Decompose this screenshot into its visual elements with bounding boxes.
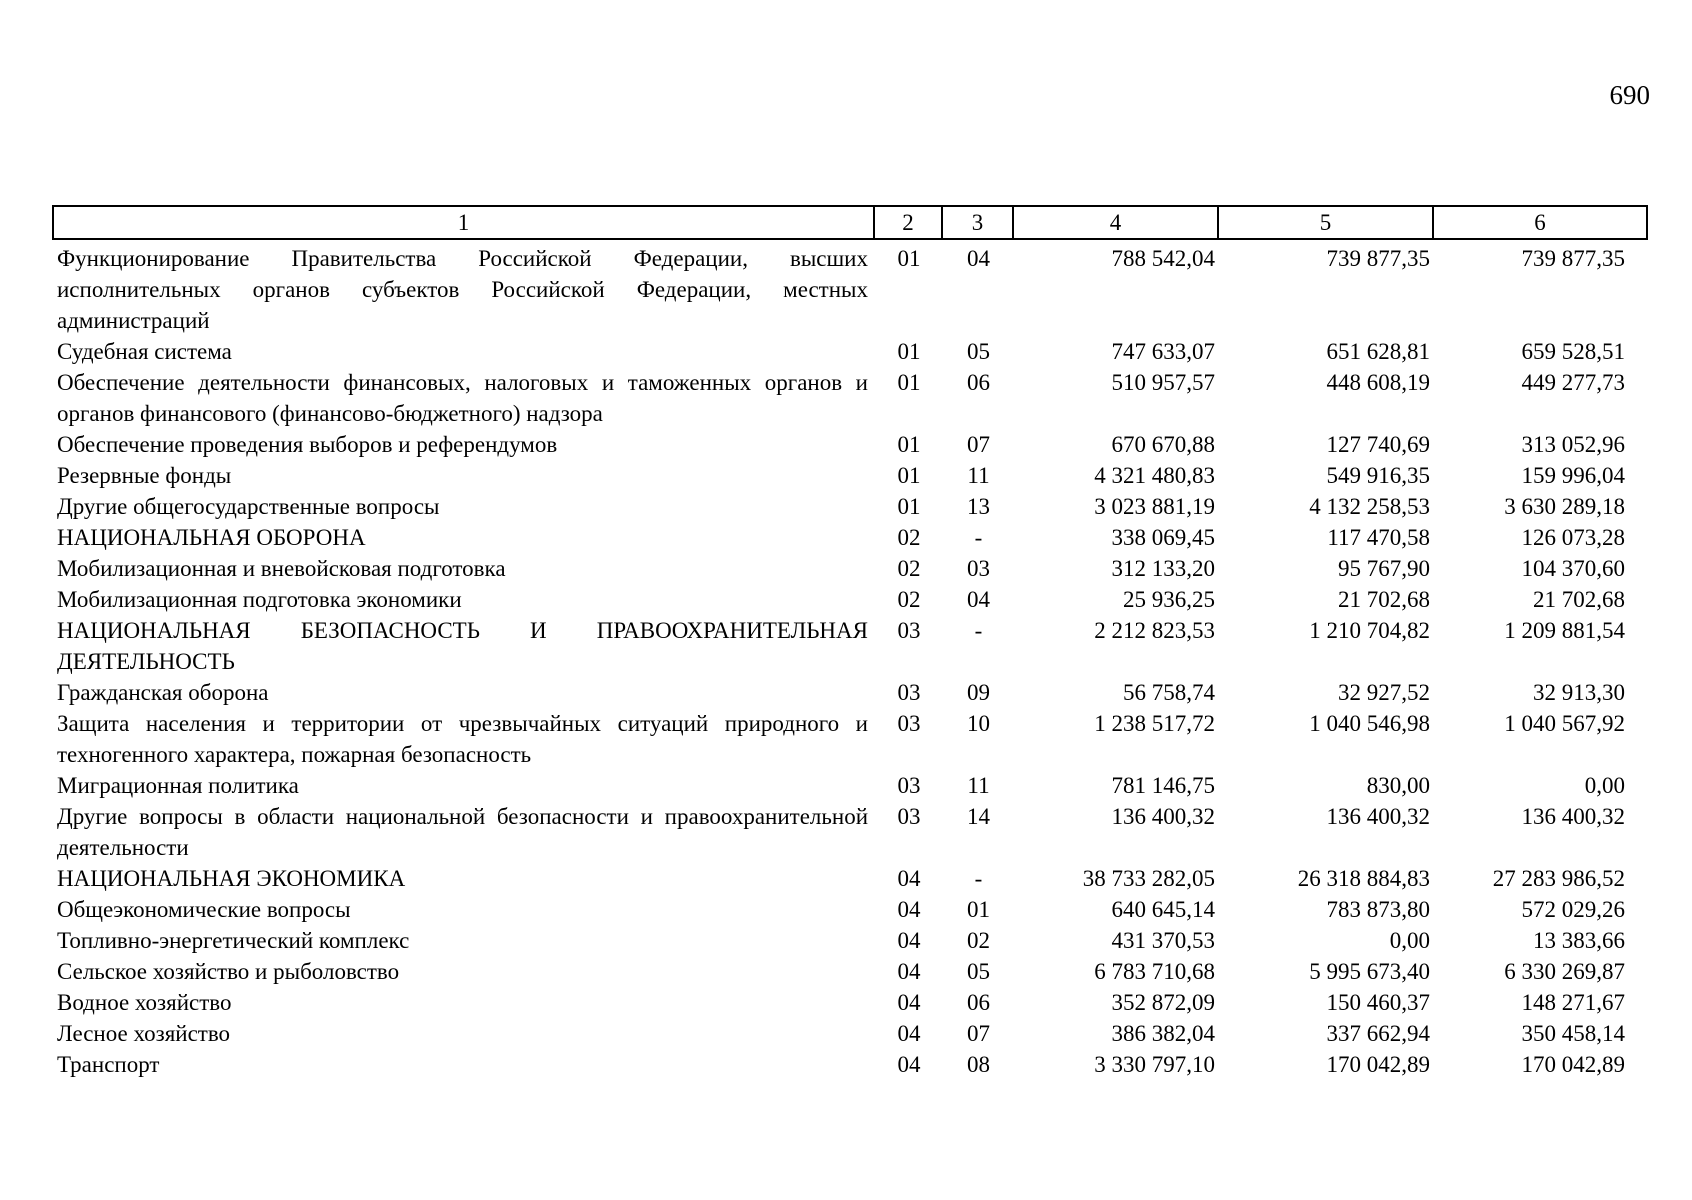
table-row [53, 708, 1647, 770]
table-row [53, 522, 1647, 553]
row-subsection-code: 01 [967, 897, 990, 922]
row-name: Миграционная политика [57, 773, 299, 798]
row-value-col4: 3 330 797,10 [1094, 1052, 1215, 1077]
row-section-code: 03 [897, 680, 921, 705]
row-section-code: 03 [897, 804, 921, 829]
row-value-col4: 136 400,32 [1111, 804, 1215, 829]
row-value-col5: 136 400,32 [1326, 804, 1430, 829]
row-value-col6: 126 073,28 [1521, 525, 1625, 550]
row-value-col6: 104 370,60 [1521, 556, 1625, 581]
row-section-code: 01 [897, 246, 921, 271]
row-value-col6: 27 283 986,52 [1492, 866, 1625, 891]
row-subsection-code: 11 [967, 773, 990, 798]
row-section-code: 03 [897, 773, 921, 798]
row-subsection-code: - [974, 866, 983, 891]
row-value-col5: 337 662,94 [1326, 1021, 1430, 1046]
row-value-col5: 1 210 704,82 [1309, 618, 1430, 643]
row-subsection-code: 04 [967, 587, 990, 612]
row-value-col5: 32 927,52 [1338, 680, 1430, 705]
row-name: Топливно-энергетический комплекс [57, 928, 410, 953]
row-value-col4: 670 670,88 [1111, 432, 1215, 457]
row-section-code: 04 [897, 897, 921, 922]
row-value-col6: 449 277,73 [1521, 370, 1625, 395]
row-subsection-code: 06 [967, 990, 990, 1015]
row-subsection-code: 04 [967, 246, 990, 271]
row-subsection-code: 06 [967, 370, 990, 395]
row-value-col5: 150 460,37 [1326, 990, 1430, 1015]
row-subsection-code: 08 [967, 1052, 990, 1077]
row-name: Гражданская оборона [57, 680, 269, 705]
row-subsection-code: 07 [967, 432, 990, 457]
table-row [53, 336, 1647, 367]
row-value-col6: 1 209 881,54 [1504, 618, 1625, 643]
row-value-col6: 6 330 269,87 [1504, 959, 1625, 984]
row-name: Мобилизационная подготовка экономики [57, 587, 462, 612]
row-value-col6: 313 052,96 [1521, 432, 1625, 457]
row-value-col6: 32 913,30 [1533, 680, 1625, 705]
row-section-code: 01 [897, 432, 921, 457]
row-subsection-code: 02 [967, 928, 990, 953]
row-value-col5: 739 877,35 [1326, 246, 1430, 271]
row-name: Лесное хозяйство [57, 1021, 231, 1046]
row-value-col4: 747 633,07 [1111, 339, 1215, 364]
row-value-col6: 136 400,32 [1521, 804, 1625, 829]
row-value-col4: 1 238 517,72 [1094, 711, 1215, 736]
row-name: Сельское хозяйство и рыболовство [57, 959, 400, 984]
table-row [53, 584, 1647, 615]
row-section-code: 04 [897, 866, 921, 891]
row-subsection-code: 14 [967, 804, 990, 829]
row-subsection-code: - [974, 618, 983, 643]
row-value-col5: 651 628,81 [1326, 339, 1430, 364]
row-value-col5: 4 132 258,53 [1309, 494, 1430, 519]
table-row [53, 615, 1647, 677]
row-name: Водное хозяйство [57, 990, 232, 1015]
header-col-1: 1 [53, 206, 874, 239]
row-value-col5: 448 608,19 [1326, 370, 1430, 395]
row-name: Транспорт [57, 1052, 160, 1077]
row-value-col6: 170 042,89 [1521, 1052, 1625, 1077]
row-value-col6: 13 383,66 [1533, 928, 1625, 953]
table-row [53, 956, 1647, 987]
table-row [53, 367, 1647, 429]
header-row [53, 206, 1647, 239]
row-name: Мобилизационная и вневойсковая подготовка [57, 556, 506, 581]
row-subsection-code: 13 [967, 494, 990, 519]
table-row [53, 1018, 1647, 1049]
row-value-col5: 26 318 884,83 [1297, 866, 1430, 891]
row-name: Обеспечение проведения выборов и референдумов [57, 432, 558, 457]
row-value-col4: 3 023 881,19 [1094, 494, 1215, 519]
row-value-col4: 56 758,74 [1123, 680, 1215, 705]
row-value-col5: 549 916,35 [1326, 463, 1430, 488]
row-value-col6: 739 877,35 [1521, 246, 1625, 271]
row-value-col5: 117 470,58 [1327, 525, 1430, 550]
row-value-col5: 170 042,89 [1326, 1052, 1430, 1077]
table-row [53, 239, 1647, 336]
header-col-5: 5 [1218, 206, 1433, 239]
row-value-col4: 312 133,20 [1111, 556, 1215, 581]
row-value-col4: 25 936,25 [1123, 587, 1215, 612]
row-subsection-code: - [974, 525, 983, 550]
row-value-col5: 0,00 [1389, 928, 1430, 953]
table-row [53, 801, 1647, 863]
row-value-col4: 386 382,04 [1111, 1021, 1215, 1046]
row-value-col4: 788 542,04 [1111, 246, 1215, 271]
row-name: Общеэкономические вопросы [57, 897, 351, 922]
row-subsection-code: 05 [967, 339, 990, 364]
row-section-code: 01 [897, 463, 921, 488]
row-value-col5: 830,00 [1366, 773, 1430, 798]
row-section-code: 04 [897, 928, 921, 953]
row-section-code: 01 [897, 370, 921, 395]
row-section-code: 04 [897, 1021, 921, 1046]
row-value-col4: 510 957,57 [1111, 370, 1215, 395]
row-section-code: 04 [897, 1052, 921, 1077]
table-row [53, 1049, 1647, 1080]
row-name: Резервные фонды [57, 463, 232, 488]
row-value-col5: 783 873,80 [1326, 897, 1430, 922]
row-subsection-code: 05 [967, 959, 990, 984]
row-value-col4: 781 146,75 [1111, 773, 1215, 798]
row-value-col4: 640 645,14 [1111, 897, 1215, 922]
row-value-col6: 148 271,67 [1521, 990, 1625, 1015]
row-subsection-code: 09 [967, 680, 990, 705]
row-name: Другие общегосударственные вопросы [57, 494, 440, 519]
row-subsection-code: 07 [967, 1021, 990, 1046]
row-section-code: 01 [897, 494, 921, 519]
table-row [53, 987, 1647, 1018]
row-name: НАЦИОНАЛЬНАЯ ЭКОНОМИКА [57, 866, 406, 891]
row-value-col6: 159 996,04 [1521, 463, 1625, 488]
row-value-col6: 1 040 567,92 [1504, 711, 1625, 736]
row-value-col6: 350 458,14 [1521, 1021, 1625, 1046]
row-section-code: 04 [897, 990, 921, 1015]
row-subsection-code: 11 [967, 463, 990, 488]
row-value-col6: 572 029,26 [1521, 897, 1625, 922]
row-name: Обеспечение деятельности финансовых, налоговых и таможенных органов и органов финансового (финансово-бюджетного) надзора [57, 370, 868, 426]
table-row [53, 863, 1647, 894]
row-value-col6: 0,00 [1584, 773, 1625, 798]
row-section-code: 03 [897, 618, 921, 643]
table-row [53, 491, 1647, 522]
header-col-4: 4 [1013, 206, 1218, 239]
row-section-code: 02 [897, 556, 921, 581]
row-value-col5: 95 767,90 [1338, 556, 1430, 581]
row-value-col4: 2 212 823,53 [1094, 618, 1215, 643]
header-col-3: 3 [942, 206, 1013, 239]
row-value-col6: 659 528,51 [1521, 339, 1625, 364]
row-value-col5: 21 702,68 [1338, 587, 1430, 612]
table-header [53, 206, 1647, 239]
table-body [53, 239, 1647, 1080]
row-value-col5: 1 040 546,98 [1309, 711, 1430, 736]
row-subsection-code: 03 [967, 556, 990, 581]
table-row [53, 553, 1647, 584]
row-value-col6: 21 702,68 [1533, 587, 1625, 612]
table-row [53, 677, 1647, 708]
row-value-col6: 3 630 289,18 [1504, 494, 1625, 519]
table-row [53, 460, 1647, 491]
table-row [53, 429, 1647, 460]
row-value-col4: 431 370,53 [1111, 928, 1215, 953]
row-value-col4: 6 783 710,68 [1094, 959, 1215, 984]
row-section-code: 02 [897, 525, 921, 550]
page-number: 690 [1609, 80, 1650, 110]
row-value-col4: 4 321 480,83 [1094, 463, 1215, 488]
row-name: Функционирование Правительства Российской Федерации, высших исполнительных органов субъектов Российской Федерации, местных администраций [57, 246, 868, 333]
row-value-col5: 5 995 673,40 [1309, 959, 1430, 984]
table-row [53, 925, 1647, 956]
row-value-col4: 338 069,45 [1111, 525, 1215, 550]
table-row [53, 894, 1647, 925]
row-name: Судебная система [57, 339, 232, 364]
row-section-code: 01 [897, 339, 921, 364]
row-name: НАЦИОНАЛЬНАЯ ОБОРОНА [57, 525, 366, 550]
budget-table [52, 205, 1648, 1080]
row-value-col4: 352 872,09 [1111, 990, 1215, 1015]
table-row [53, 770, 1647, 801]
row-name: Другие вопросы в области национальной безопасности и правоохранительной деятельности [57, 804, 868, 860]
row-name: Защита населения и территории от чрезвычайных ситуаций природного и техногенного характера, пожарная безопасность [57, 711, 868, 767]
row-section-code: 02 [897, 587, 921, 612]
header-col-6: 6 [1433, 206, 1647, 239]
row-name: НАЦИОНАЛЬНАЯ БЕЗОПАСНОСТЬ И ПРАВООХРАНИТЕЛЬНАЯ ДЕЯТЕЛЬНОСТЬ [57, 618, 868, 674]
row-value-col4: 38 733 282,05 [1082, 866, 1215, 891]
row-subsection-code: 10 [967, 711, 990, 736]
row-value-col5: 127 740,69 [1326, 432, 1430, 457]
header-col-2: 2 [874, 206, 942, 239]
row-section-code: 04 [897, 959, 921, 984]
row-section-code: 03 [897, 711, 921, 736]
